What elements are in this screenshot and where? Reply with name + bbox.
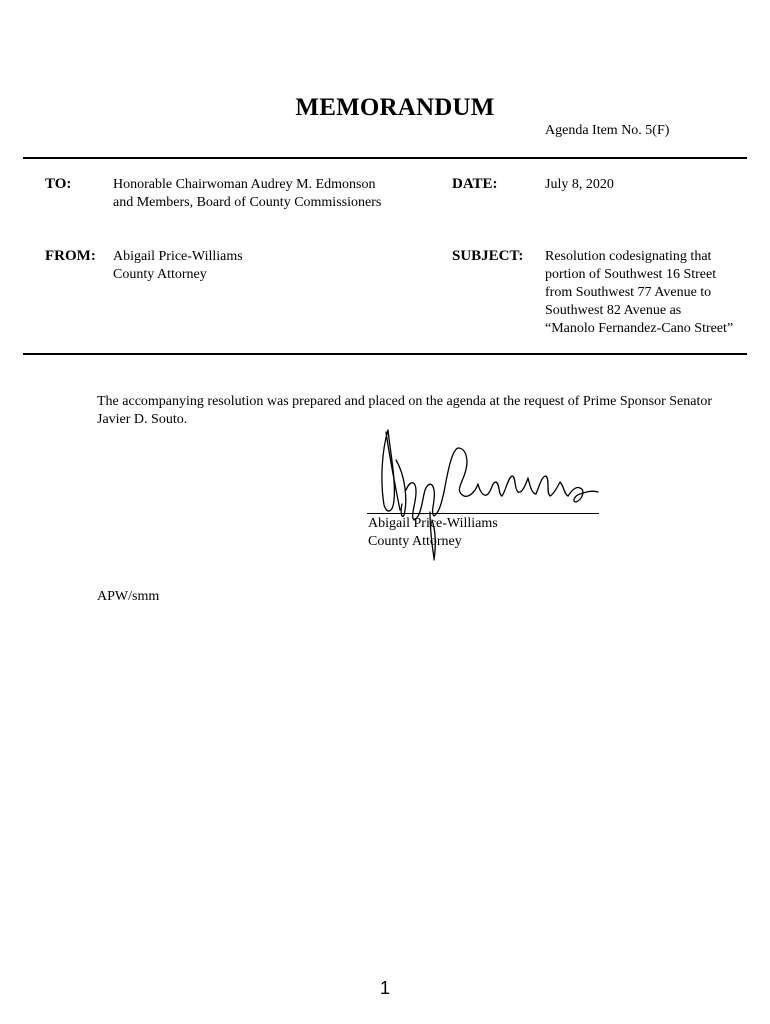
subject-line: from Southwest 77 Avenue to [545, 285, 712, 300]
date-label: DATE: [452, 176, 498, 192]
subject-line: portion of Southwest 16 Street [545, 267, 717, 282]
subject-text [545, 248, 733, 338]
to-line-1: Honorable Chairwoman Audrey M. Edmonson [113, 177, 376, 192]
from-label: FROM: [45, 248, 96, 264]
bottom-divider [23, 353, 747, 355]
top-divider [23, 157, 747, 159]
date-value: July 8, 2020 [545, 177, 614, 192]
from-sender [113, 248, 243, 284]
subject-line: “Manolo Fernandez-Cano Street” [545, 321, 734, 336]
reference-initials: APW/smm [97, 589, 160, 604]
to-line-2: and Members, Board of County Commissioners [113, 195, 382, 210]
page-number: 1 [379, 978, 390, 998]
from-line-2: County Attorney [113, 267, 207, 282]
to-label: TO: [45, 176, 72, 192]
subject-line: Southwest 82 Avenue as [545, 303, 682, 318]
signer-title: County Attorney [368, 534, 462, 549]
memo-title: MEMORANDUM [295, 94, 495, 121]
agenda-item-number: Agenda Item No. 5(F) [545, 123, 670, 138]
subject-label: SUBJECT: [452, 248, 524, 264]
signature-block [368, 515, 498, 551]
memo-body: The accompanying resolution was prepared and placed on the agenda at the request of Prime Sponsor Senator Javier D. Souto. [97, 394, 713, 427]
signer-name: Abigail Price-Williams [368, 516, 498, 531]
from-line-1: Abigail Price-Williams [113, 249, 243, 264]
subject-line: Resolution codesignating that [545, 249, 712, 264]
to-recipients [113, 176, 381, 212]
signature-line [367, 513, 599, 514]
